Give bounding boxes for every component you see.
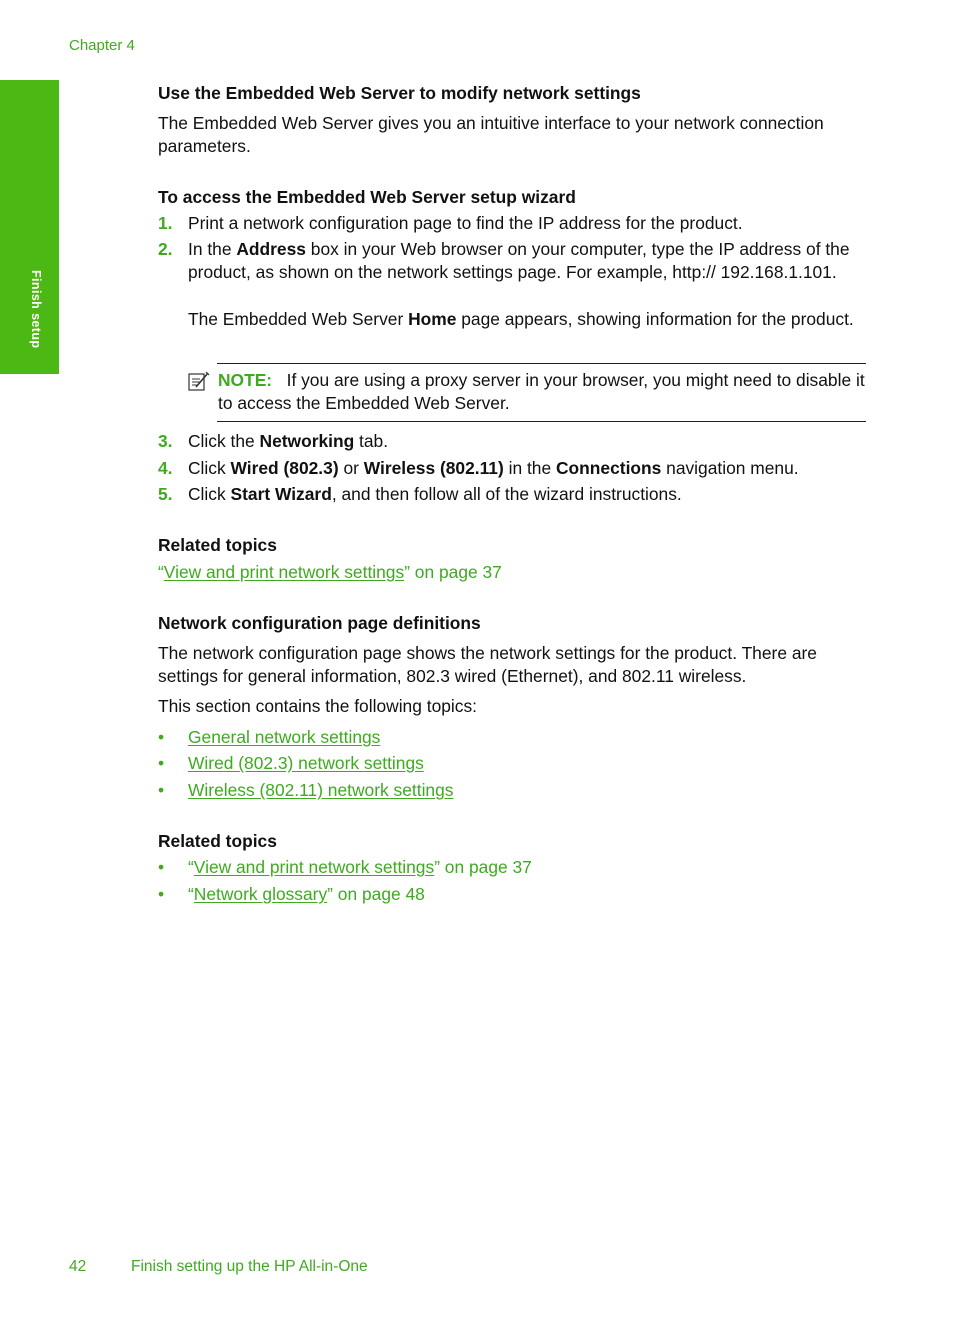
footer-title: Finish setting up the HP All-in-One <box>131 1258 368 1275</box>
step-number: 4. <box>158 458 173 478</box>
bullet: • <box>158 727 165 747</box>
procedure-title: To access the Embedded Web Server setup wizard <box>158 187 576 207</box>
related-topic-item: “View and print network settings” on page 37 <box>158 562 502 582</box>
related-topic-link[interactable]: Network glossary <box>193 884 328 904</box>
chapter-label: Chapter 4 <box>69 37 135 54</box>
step-text: Print a network configuration page to find the IP address for the product. <box>188 213 743 233</box>
section-contains: This section contains the following topics: <box>158 696 477 716</box>
section-intro: The network configuration page shows the network settings for the product. There are settings for general information, 802.3 wired (Ethernet), and 802.11 wireless. <box>158 643 817 686</box>
topic-item <box>188 752 868 775</box>
page-number: 42 <box>69 1258 87 1275</box>
step-result: The Embedded Web Server Home page appears, showing information for the product. <box>188 309 854 329</box>
bullet: • <box>158 780 165 800</box>
bullet: • <box>158 857 165 877</box>
note-icon <box>188 371 210 391</box>
related-topic-item: “View and print network settings” on page 37 <box>188 857 532 877</box>
related-topics-title: Related topics <box>158 535 277 555</box>
topic-link[interactable]: Wireless (802.11) network settings <box>188 780 454 800</box>
note-divider-bottom <box>217 421 866 422</box>
step-number: 1. <box>158 213 173 233</box>
step-text: Click the Networking tab. <box>188 431 389 451</box>
step-number: 3. <box>158 431 173 451</box>
section-title: Network configuration page definitions <box>158 613 481 633</box>
step-number: 5. <box>158 484 173 504</box>
section-title: Use the Embedded Web Server to modify network settings <box>158 83 641 103</box>
note-divider-top <box>217 363 866 364</box>
related-topic-link[interactable]: View and print network settings <box>193 857 435 877</box>
topic-item <box>188 726 868 749</box>
related-topic-item: “Network glossary” on page 48 <box>188 884 425 904</box>
step-number: 2. <box>158 239 173 259</box>
topic-link[interactable]: General network settings <box>188 727 381 747</box>
step-text: Click Start Wizard, and then follow all of the wizard instructions. <box>188 484 682 504</box>
topic-item <box>188 779 868 802</box>
topic-link[interactable]: Wired (802.3) network settings <box>188 753 424 773</box>
related-topics-title: Related topics <box>158 831 277 851</box>
section-intro: The Embedded Web Server gives you an intuitive interface to your network connection parameters. <box>158 113 824 156</box>
step-text: In the Address box in your Web browser on your computer, type the IP address of the product, as shown on the network settings page. For example, http:// 192.168.1.101. <box>188 239 850 282</box>
bullet: • <box>158 753 165 773</box>
related-topic-link[interactable]: View and print network settings <box>163 562 405 582</box>
bullet: • <box>158 884 165 904</box>
note-text: NOTE: If you are using a proxy server in your browser, you might need to disable it to access the Embedded Web Server. <box>218 370 865 413</box>
step-text: Click Wired (802.3) or Wireless (802.11) in the Connections navigation menu. <box>188 458 799 478</box>
side-tab-label: Finish setup <box>29 270 43 349</box>
